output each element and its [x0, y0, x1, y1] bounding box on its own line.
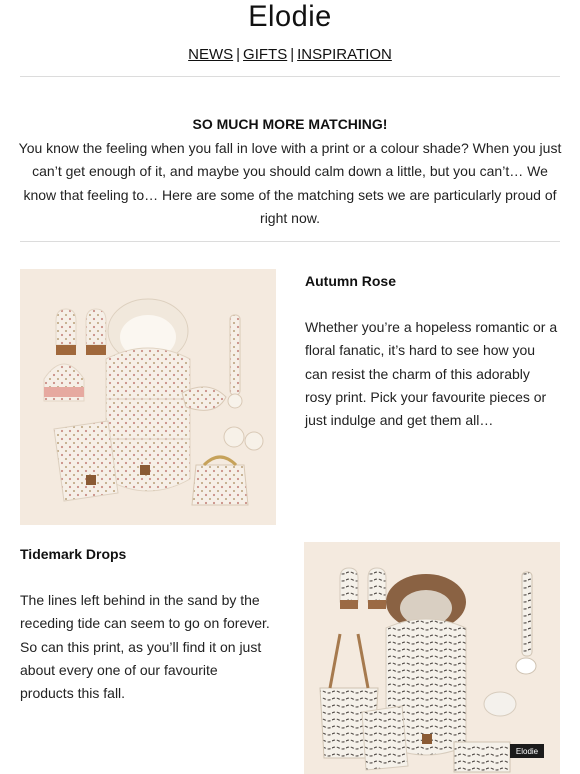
nav-link-inspiration[interactable]: INSPIRATION [297, 46, 392, 63]
brand-logo[interactable] [0, 0, 580, 34]
autumn-rose-title: Autumn Rose [305, 273, 396, 289]
intro-heading: SO MUCH MORE MATCHING! [192, 116, 388, 132]
nav-separator: | [236, 46, 241, 63]
tidemark-drops-body: The lines left behind in the sand by the receding tide can seem to go on forever. So can this print, as you’ll find it on just about every one of our favourite products this fall. [20, 592, 270, 702]
tidemark-drops-product-image[interactable] [304, 542, 560, 774]
tidemark-drops-title: Tidemark Drops [20, 546, 127, 562]
autumn-rose-body: Whether you’re a hopeless romantic or a floral fanatic, it’s hard to see how you can resist the charm of this adorably rosy print. Pick your favourite pieces or just indulge and get them all… [305, 319, 558, 429]
product-label-text: Elodie [515, 747, 539, 756]
divider-middle [20, 241, 560, 242]
divider-top [20, 76, 560, 77]
top-nav [0, 45, 580, 65]
logo-text: Elodie [248, 0, 332, 34]
autumn-rose-description [305, 270, 560, 432]
autumn-rose-product-image[interactable] [20, 269, 276, 525]
intro-section [14, 113, 566, 231]
nav-link-gifts[interactable]: GIFTS [243, 46, 288, 63]
intro-body: You know the feeling when you fall in love with a print or a colour shade? When you just can’t get enough of it, and maybe you should calm down a little, but you can’t… We know that feeling to… Here are some of the matching sets we are particularly proud of right now. [18, 139, 562, 226]
tidemark-drops-description [20, 543, 275, 705]
nav-link-news[interactable]: NEWS [188, 46, 234, 63]
nav-separator: | [290, 46, 295, 63]
